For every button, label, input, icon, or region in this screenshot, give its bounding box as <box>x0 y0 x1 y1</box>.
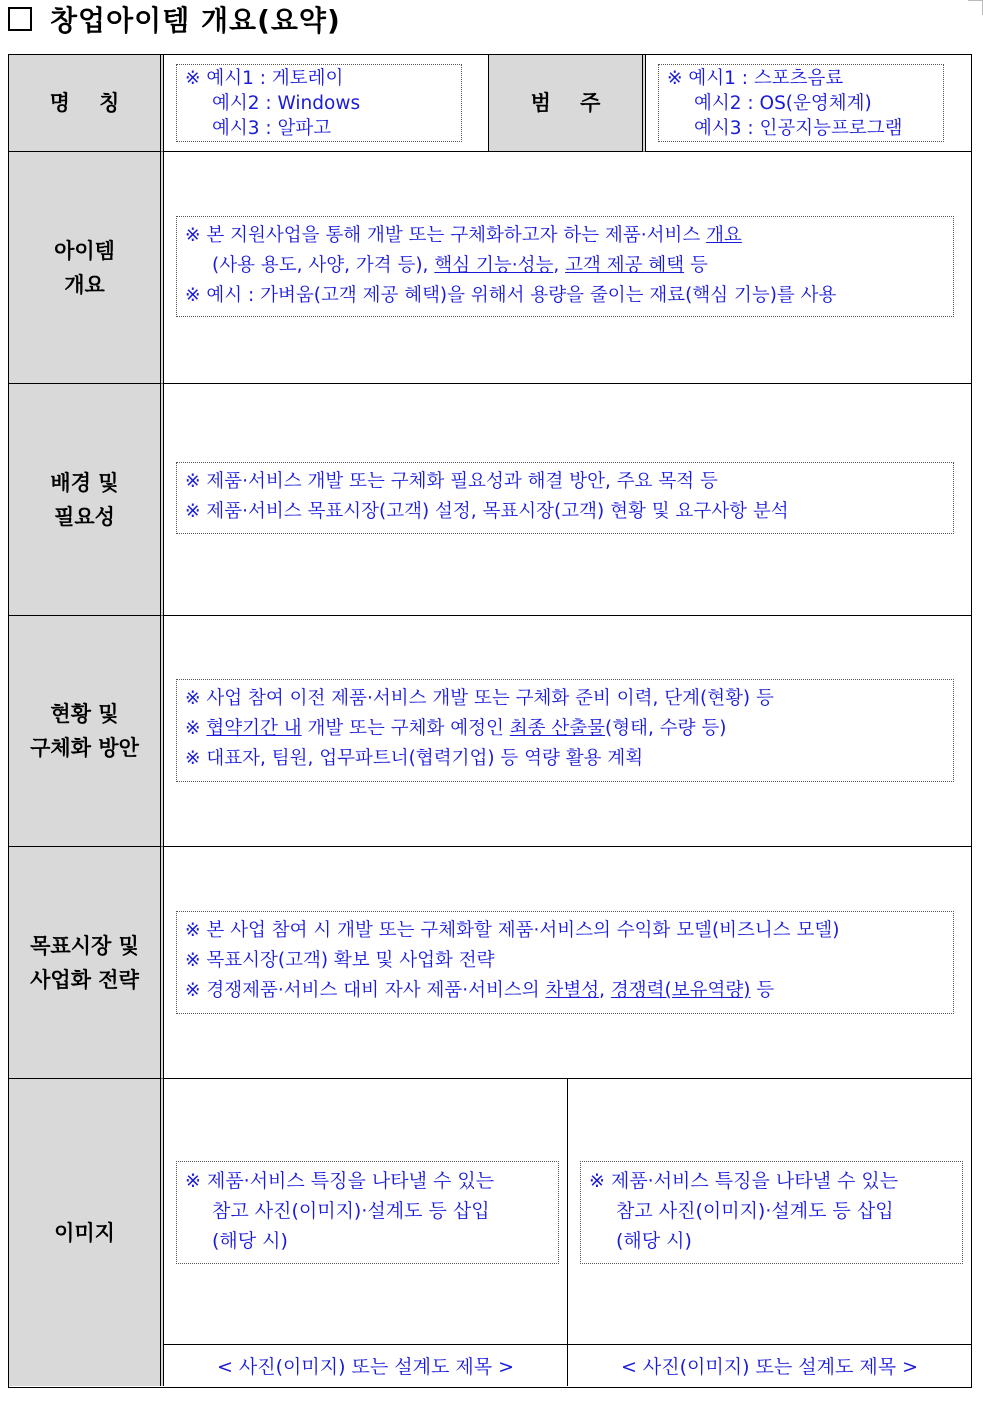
status-line2-b: 협약기간 내 <box>206 718 302 739</box>
item-overview-label-line2: 개요 <box>64 272 105 297</box>
name-example-2: 예시2 : Windows <box>212 93 361 114</box>
image-left-note <box>176 1161 559 1264</box>
market-line3-d: 경쟁력(보유역량) <box>610 980 751 1001</box>
market-label-group <box>30 929 139 997</box>
item-summary-form <box>8 54 972 1388</box>
background-cell[interactable] <box>164 384 971 616</box>
status-line2-e: (형태, 수량 등) <box>605 718 727 739</box>
market-label <box>9 847 164 1079</box>
name-example-1: ※ 예시1 : 게토레이 <box>185 68 344 89</box>
name-label <box>9 55 164 152</box>
category-example-note <box>658 64 944 142</box>
image-left-line3: (해당 시) <box>212 1230 288 1252</box>
category-label <box>489 55 646 152</box>
image-right-caption[interactable] <box>568 1345 971 1386</box>
image-label-text: 이미지 <box>54 1220 115 1245</box>
market-line2: ※ 목표시장(고객) 확보 및 사업화 전략 <box>185 950 495 971</box>
item-overview-line2-e: 등 <box>684 255 708 276</box>
item-overview-line2 <box>185 251 945 281</box>
category-label-text: 범 주 <box>530 91 601 115</box>
image-label <box>9 1079 164 1386</box>
market-line3-c: , <box>599 980 611 1001</box>
category-example-3: 예시3 : 인공지능프로그램 <box>694 118 903 139</box>
status-line2-d: 최종 산출물 <box>509 718 606 739</box>
item-overview-label <box>9 152 164 384</box>
market-line3-e: 등 <box>750 980 775 1001</box>
item-overview-note <box>176 216 954 317</box>
item-overview-line1-underline: 개요 <box>706 225 742 246</box>
image-right-cell[interactable] <box>568 1079 971 1345</box>
market-line3-a: ※ 경쟁제품·서비스 대비 자사 제품·서비스의 <box>185 980 546 1001</box>
name-example-3: 예시3 : 알파고 <box>212 118 332 139</box>
image-right-line1: ※ 제품·서비스 특징을 나타낼 수 있는 <box>589 1170 899 1192</box>
status-line2 <box>185 714 945 744</box>
name-value-cell[interactable] <box>164 55 489 152</box>
name-label-text: 명 칭 <box>49 91 120 115</box>
market-line3 <box>185 976 945 1006</box>
image-left-caption-text: < 사진(이미지) 또는 설계도 제목 > <box>216 1356 515 1378</box>
item-overview-label-group <box>54 234 115 302</box>
item-overview-line3: ※ 예시 : 가벼움(고객 제공 혜택)을 위해서 용량을 줄이는 재료(핵심 기능)를 사용 <box>185 285 837 306</box>
status-label-group <box>30 697 139 765</box>
page-corner-mark <box>968 0 983 15</box>
background-line2: ※ 제품·서비스 목표시장(고객) 설정, 목표시장(고객) 현황 및 요구사항 분석 <box>185 501 789 522</box>
item-overview-line2-a: (사용 용도, 사양, 가격 등), <box>212 255 435 276</box>
category-example-1: ※ 예시1 : 스포츠음료 <box>667 68 844 89</box>
market-label-line2: 사업화 전략 <box>30 967 139 992</box>
page-title-bar <box>8 0 341 38</box>
item-overview-line2-b: 핵심 기능·성능 <box>434 255 554 276</box>
status-note <box>176 679 954 782</box>
background-label-line1: 배경 및 <box>50 470 119 495</box>
item-overview-cell[interactable] <box>164 152 971 384</box>
market-note <box>176 911 954 1014</box>
image-right-line3: (해당 시) <box>616 1230 692 1252</box>
image-left-line2: 참고 사진(이미지)·설계도 등 삽입 <box>212 1200 490 1222</box>
market-cell[interactable] <box>164 847 971 1079</box>
market-line1: ※ 본 사업 참여 시 개발 또는 구체화할 제품·서비스의 수익화 모델(비즈니스 모델) <box>185 920 840 941</box>
image-left-line1: ※ 제품·서비스 특징을 나타낼 수 있는 <box>185 1170 495 1192</box>
item-overview-line1-text: ※ 본 지원사업을 통해 개발 또는 구체화하고자 하는 제품·서비스 <box>185 225 707 246</box>
background-label-group <box>50 466 118 534</box>
item-overview-line1 <box>185 221 945 251</box>
status-label-line2: 구체화 방안 <box>30 736 139 760</box>
checkbox-icon <box>8 7 32 31</box>
background-line1: ※ 제품·서비스 개발 또는 구체화 필요성과 해결 방안, 주요 목적 등 <box>185 471 718 492</box>
name-example-note <box>176 64 462 142</box>
image-left-cell[interactable] <box>164 1079 568 1345</box>
page-title: 창업아이템 개요(요약) <box>50 4 341 37</box>
market-line3-b: 차별성 <box>545 980 600 1001</box>
item-overview-line2-c: , <box>553 255 566 276</box>
image-left-caption[interactable] <box>164 1345 568 1386</box>
image-right-caption-text: < 사진(이미지) 또는 설계도 제목 > <box>620 1356 919 1378</box>
status-line1: ※ 사업 참여 이전 제품·서비스 개발 또는 구체화 준비 이력, 단계(현황) 등 <box>185 688 774 709</box>
status-cell[interactable] <box>164 616 971 847</box>
item-overview-label-line1: 아이템 <box>54 238 115 263</box>
image-right-note <box>580 1161 963 1264</box>
category-value-cell[interactable] <box>646 55 971 152</box>
status-label-line1: 현황 및 <box>50 702 119 726</box>
market-label-line1: 목표시장 및 <box>30 933 139 958</box>
background-note <box>176 462 954 534</box>
status-label <box>9 616 164 847</box>
status-line2-a: ※ <box>185 718 207 739</box>
item-overview-line2-d: 고객 제공 혜택 <box>565 255 685 276</box>
status-line2-c: 개발 또는 구체화 예정인 <box>301 718 510 739</box>
status-line3: ※ 대표자, 팀원, 업무파트너(협력기업) 등 역량 활용 계획 <box>185 748 644 769</box>
image-right-line2: 참고 사진(이미지)·설계도 등 삽입 <box>616 1200 894 1222</box>
background-label <box>9 384 164 616</box>
background-label-line2: 필요성 <box>54 504 115 529</box>
category-example-2: 예시2 : OS(운영체계) <box>694 93 872 114</box>
